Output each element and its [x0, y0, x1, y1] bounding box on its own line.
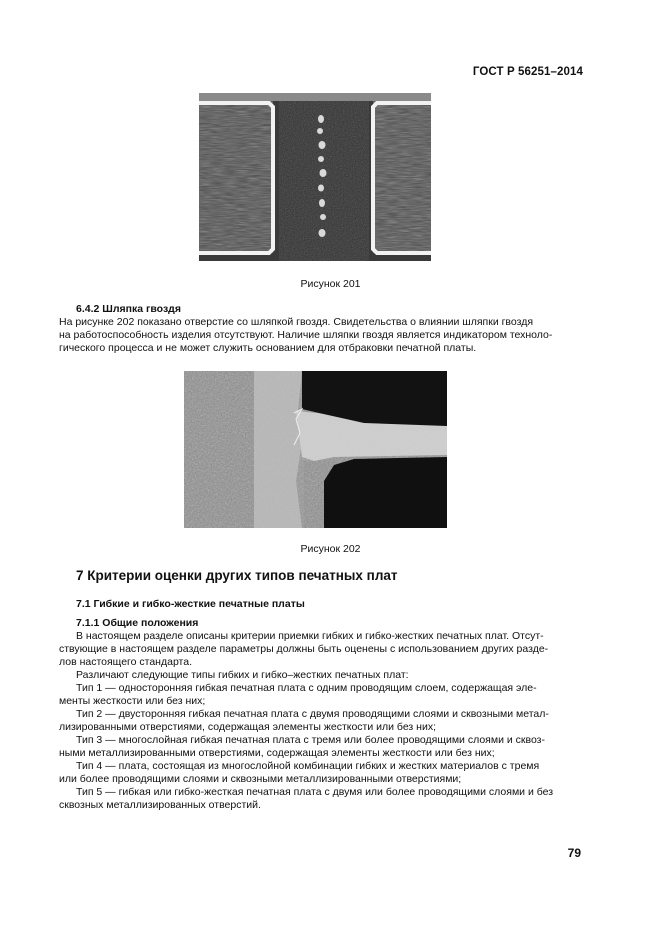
- figure-202-caption: Рисунок 202: [300, 543, 361, 555]
- paragraph-line: Тип 5 — гибкая или гибко-жесткая печатная плата с двумя или более проводящими слоями и без: [76, 786, 554, 798]
- figure-202-image: [184, 371, 447, 528]
- paragraph-line: сквозных металлизированных отверстий.: [59, 799, 261, 811]
- paragraph-line: Тип 2 — двусторонняя гибкая печатная плата с двумя проводящими слоями и сквозными метал-: [76, 708, 549, 720]
- paragraph-line: Тип 1 — односторонняя гибкая печатная плата с одним проводящим слоем, содержащая эле-: [76, 682, 537, 694]
- section-7-1-heading: 7.1 Гибкие и гибко-жесткие печатные платы: [76, 598, 305, 610]
- figure-201-caption: Рисунок 201: [300, 278, 361, 290]
- figure-201-image: [199, 93, 431, 261]
- paragraph-line: лов настоящего стандарта.: [59, 656, 193, 668]
- paragraph-line: менты жесткости или без них;: [59, 695, 206, 707]
- section-6-4-2-heading: 6.4.2 Шляпка гвоздя: [76, 303, 181, 315]
- paragraph-line: Тип 4 — плата, состоящая из многослойной комбинации гибких и жестких материалов с тремя: [76, 760, 540, 772]
- paragraph-line: В настоящем разделе описаны критерии приемки гибких и гибко-жестких печатных плат. Отсут-: [76, 630, 544, 642]
- paragraph-line: Различают следующие типы гибких и гибко–жестких печатных плат:: [76, 669, 409, 681]
- paragraph-line: на работоспособность изделия отсутствуют. Наличие шляпки гвоздя является индикатором техноло-: [59, 329, 553, 341]
- document-id: ГОСТ Р 56251–2014: [472, 66, 583, 78]
- paragraph-line: На рисунке 202 показано отверстие со шляпкой гвоздя. Свидетельства о влиянии шляпки гвоздя: [59, 316, 534, 328]
- micrograph-nail-head: [184, 371, 447, 528]
- page-number: 79: [567, 846, 581, 860]
- section-7-1-heading-wrap: [76, 598, 582, 611]
- paragraph-line: гического процесса и не может служить основанием для отбраковки печатной платы.: [59, 342, 477, 354]
- micrograph-plated-hole: [199, 93, 431, 261]
- section-7-1-1: [59, 617, 582, 812]
- section-7-heading: 7 Критерии оценки других типов печатных плат: [76, 568, 398, 583]
- paragraph-line: ствующие в настоящем разделе параметры должны быть оценены с использованием других разде-: [59, 643, 549, 655]
- paragraph-line: лизированными отверстиями, содержащая элементы жесткости или без них;: [59, 721, 436, 733]
- paragraph-line: ными металлизированными отверстиями, содержащая элементы жесткости или без них;: [59, 747, 495, 759]
- paragraph-line: Тип 3 — многослойная гибкая печатная плата с тремя или более проводящими слоями и сквоз-: [76, 734, 545, 746]
- section-7-1-1-heading: 7.1.1 Общие положения: [76, 617, 199, 629]
- paragraph-line: или более проводящими слоями и сквозными металлизированными отверстиями;: [59, 773, 462, 785]
- section-6-4-2-body: [59, 316, 582, 355]
